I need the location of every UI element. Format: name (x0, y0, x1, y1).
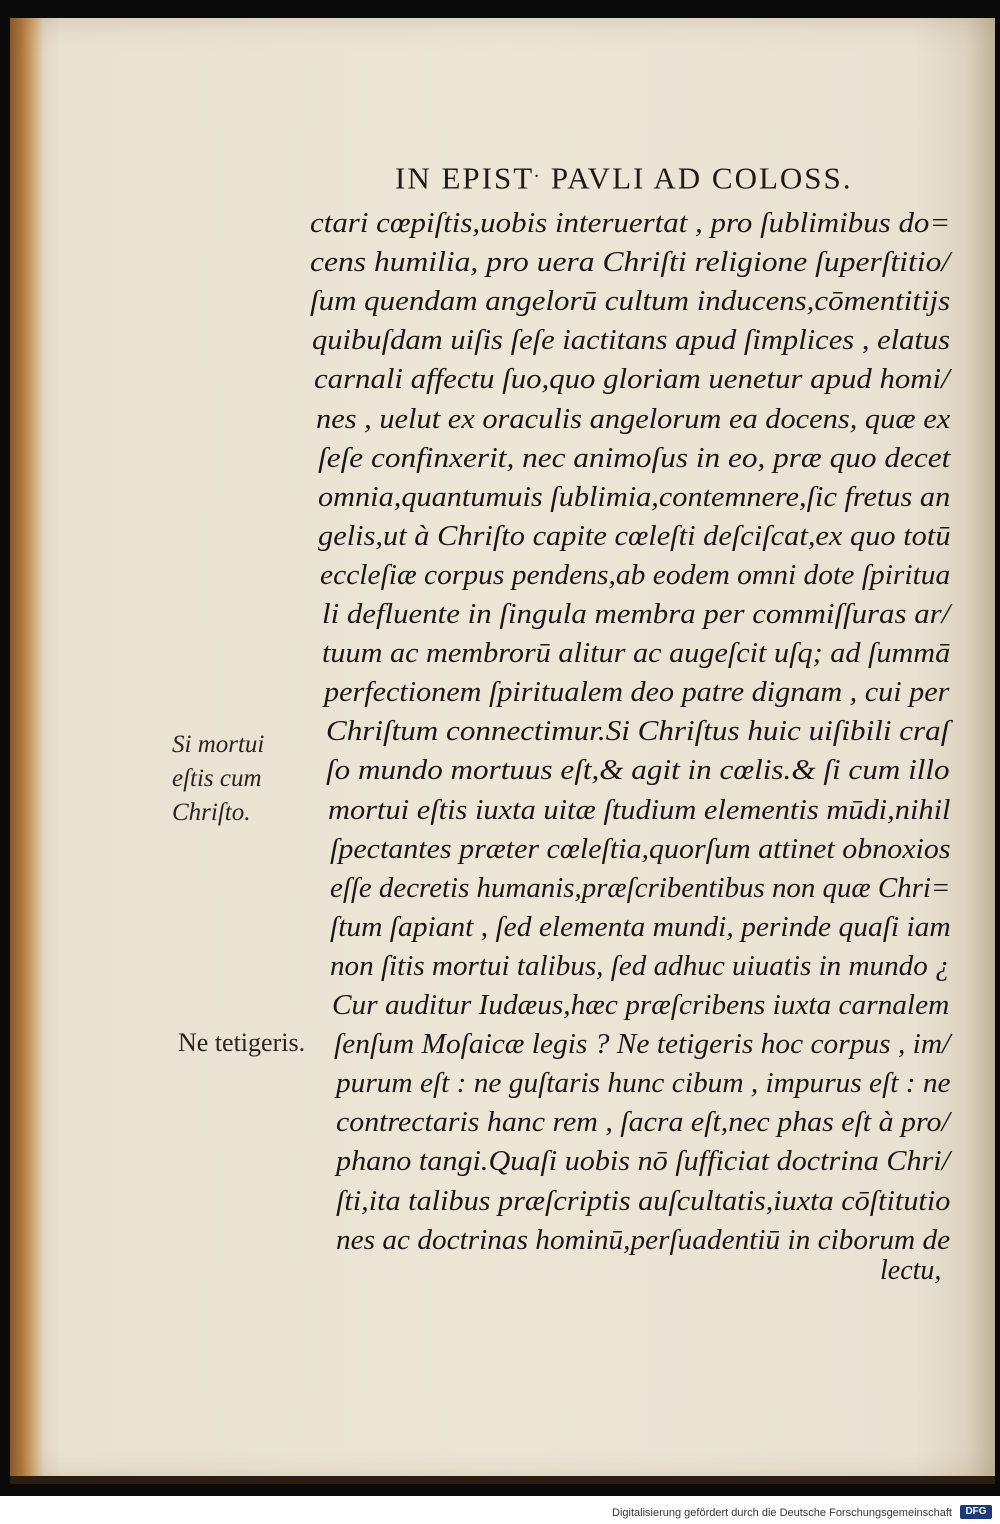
margin-note-si-mortui (172, 728, 264, 830)
text-line: contrectaris hanc rem , ſacra eſt,nec phas eſt à pro/ (336, 1107, 950, 1139)
text-line: Cur auditur Iudæus,hæc præſcribens iuxta carnalem (332, 990, 950, 1021)
running-header: IN EPIST. PAVLI AD COLOSS. (395, 160, 853, 196)
header-title-part2: PAVLI AD COLOSS. (550, 160, 853, 196)
text-line: eccleſiæ corpus pendens,ab eodem omni dote ſpiritua (320, 559, 951, 591)
margin-note-line: Chriſto. (172, 799, 251, 826)
margin-note-ne-tetigeris: Ne tetigeris. (178, 1028, 306, 1057)
text-line: omnia,quantumuis ſublimia,contemnere,ſic fretus an (318, 481, 951, 513)
text-line: carnali affectu ſuo,quo gloriam uenetur apud homi/ (314, 364, 950, 396)
text-line: tuum ac membrorū alitur ac augeſcit uſq; ad ſummā (322, 638, 951, 670)
text-line: ſum quendam angelorū cultum inducens,cōmentitijs (310, 286, 951, 318)
text-line: quibuſdam uiſis ſeſe iactitans apud ſimplices , elatus (312, 325, 951, 357)
text-line: li defluente in ſingula membra per commiſſuras ar/ (322, 599, 951, 630)
page-bottom-edge (10, 1476, 995, 1484)
text-line: ſo mundo mortuus eſt,& agit in cœlis.& ſi cum illo (326, 755, 950, 787)
text-line: ſpectantes præter cœleſtia,quorſum attinet obnoxios (330, 833, 951, 865)
text-line: ſenſum Moſaicæ legis ? Ne tetigeris hoc corpus , im/ (334, 1029, 951, 1061)
text-line: ſeſe confinxerit, nec animoſus in eo, præ quo decet (318, 442, 951, 474)
text-line: ctari cœpiſtis,uobis interuertat , pro ſublimibus do= (310, 208, 951, 239)
margin-note-line: Si mortui (172, 731, 265, 758)
catchword: lectu, (880, 1255, 942, 1286)
text-line: Chriſtum connectimur.Si Chriſtus huic uiſibili craſ (326, 716, 950, 748)
text-line: nes ac doctrinas hominū,perſuadentiū in ciborum de (336, 1224, 951, 1256)
text-line: perfectionem ſpiritualem deo patre dignam , cui per (324, 677, 950, 709)
text-line: nes , uelut ex oraculis angelorum ea docens, quæ ex (316, 403, 951, 435)
text-line: mortui eſtis iuxta uitæ ſtudium elementis mūdi,nihil (328, 794, 951, 826)
text-line: cens humilia, pro uera Chriſti religione ſuperſtitio/ (310, 247, 951, 279)
text-line: non ſitis mortui talibus, ſed adhuc uiuatis in mundo ¿ (330, 950, 950, 982)
text-line: eſſe decretis humanis,præſcribentibus non quæ Chri= (330, 872, 951, 904)
text-line: gelis,ut à Chriſto capite cœleſti deſciſcat,ex quo totū (318, 520, 951, 552)
dfg-credit: Digitalisierung gefördert durch die Deutsche Forschungsgemeinschaft (612, 1507, 952, 1519)
margin-note-line: eſtis cum (172, 765, 262, 792)
text-line: phano tangi.Quaſi uobis nō ſufficiat doctrina Chri/ (336, 1146, 951, 1178)
text-line: ſtum ſapiant , ſed elementa mundi, perinde quaſi iam (330, 911, 951, 943)
dfg-logo-icon: DFG (960, 1505, 992, 1519)
header-title-part1: IN EPIST (395, 160, 535, 196)
text-line: purum eſt : ne guſtaris hunc cibum , impurus eſt : ne (336, 1068, 951, 1100)
text-line: ſti,ita talibus præſcriptis auſcultatis,iuxta cōſtitutio (336, 1185, 951, 1217)
